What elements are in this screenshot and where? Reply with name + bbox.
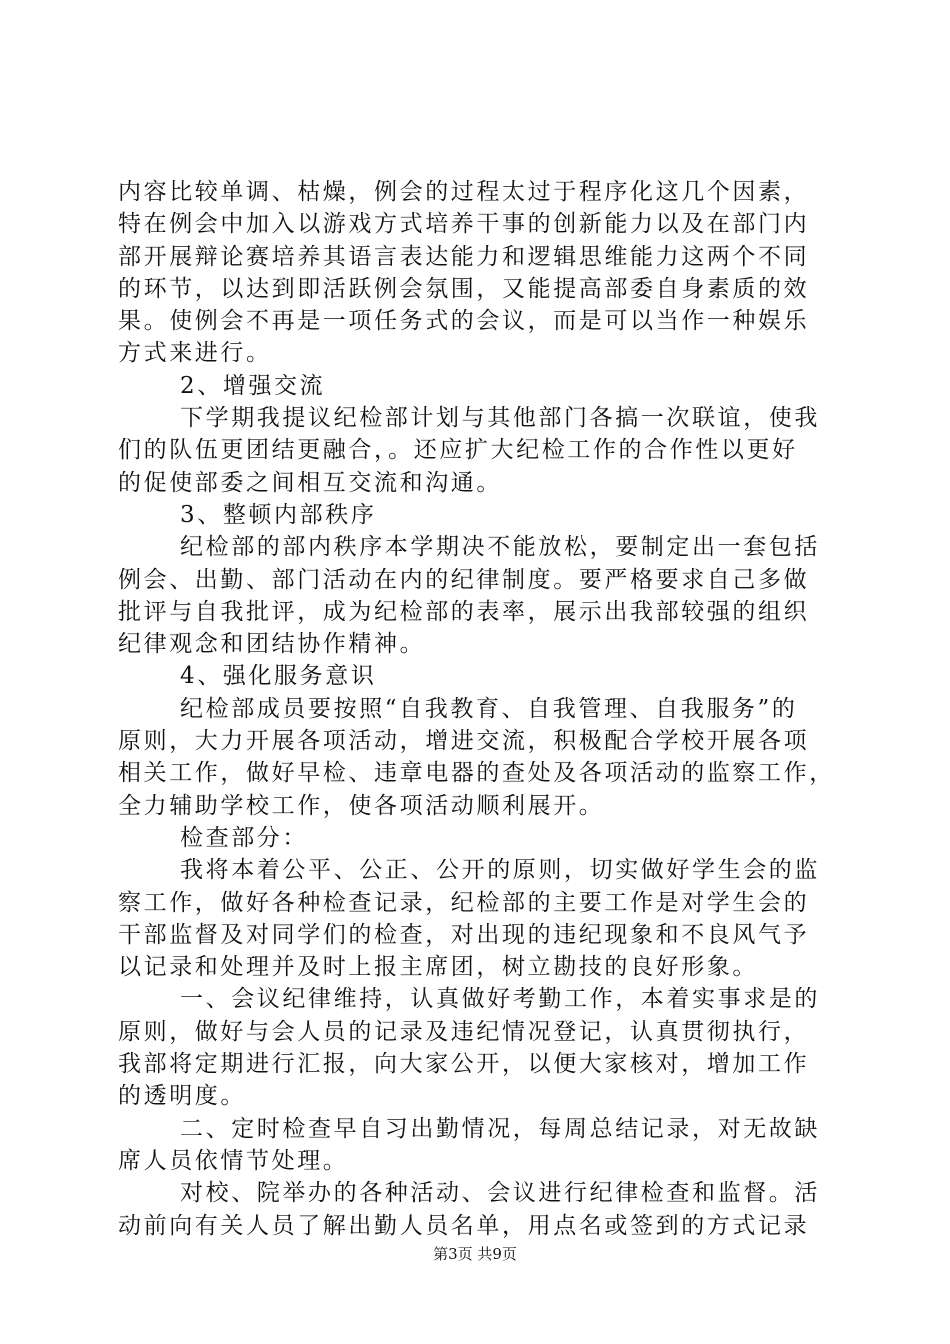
section-heading: 检查部分： — [180, 824, 308, 851]
text-line: 一、会议纪律维持，认真做好考勤工作，本着实事求是的 — [180, 986, 820, 1013]
text-line: 原则，大力开展各项活动，增进交流，积极配合学校开展各项 — [118, 728, 810, 755]
text-line: 下学期我提议纪检部计划与其他部门各搞一次联谊，使我 — [180, 405, 820, 432]
text-line: 相关工作，做好早检、违章电器的查处及各项活动的监察工作， — [118, 760, 835, 787]
text-line: 干部监督及对同学们的检查，对出现的违纪现象和不良风气予 — [118, 921, 810, 948]
text-line: 席人员依情节处理。 — [118, 1147, 349, 1174]
text-line: 内容比较单调、枯燥，例会的过程太过于程序化这几个因素， — [118, 179, 810, 205]
text-line: 我将本着公平、公正、公开的原则，切实做好学生会的监 — [180, 857, 820, 884]
text-line: 察工作，做好各种检查记录，纪检部的主要工作是对学生会的 — [118, 889, 810, 916]
document-body — [118, 176, 835, 1242]
text-line: 纪检部成员要按照“自我教育、自我管理、自我服务”的 — [180, 695, 798, 722]
text-line: 的促使部委之间相互交流和沟通。 — [118, 469, 502, 496]
text-line: 动前向有关人员了解出勤人员名单，用点名或签到的方式记录 — [118, 1212, 810, 1239]
text-line: 批评与自我批评，成为纪检部的表率，展示出我部较强的组织 — [118, 598, 810, 625]
text-line: 的环节，以达到即活跃例会氛围，又能提高部委自身素质的效 — [118, 275, 810, 302]
text-line: 方式来进行。 — [118, 340, 272, 367]
text-line: 纪律观念和团结协作精神。 — [118, 631, 426, 658]
text-line: 以记录和处理并及时上报主席团，树立勘技的良好形象。 — [118, 954, 758, 981]
text-line: 二、定时检查早自习出勤情况，每周总结记录，对无故缺 — [180, 1115, 820, 1142]
text-line: 们的队伍更团结更融合，。还应扩大纪检工作的合作性以更好 — [118, 437, 798, 464]
text-line: 果。使例会不再是一项任务式的会议，而是可以当作一种娱乐 — [118, 308, 810, 335]
text-line: 对校、院举办的各种活动、会议进行纪律检查和监督。活 — [180, 1180, 820, 1207]
text-line: 全力辅助学校工作，使各项活动顺利展开。 — [118, 792, 605, 819]
text-line: 原则，做好与会人员的记录及违纪情况登记，认真贯彻执行， — [118, 1018, 810, 1045]
text-line: 特在例会中加入以游戏方式培养干事的创新能力以及在部门内 — [118, 211, 810, 238]
text-line: 的透明度。 — [118, 1083, 246, 1110]
text-line: 例会、出勤、部门活动在内的纪律制度。要严格要求自己多做 — [118, 566, 810, 593]
section-heading: 3、整顿内部秩序 — [180, 501, 377, 528]
text-line: 纪检部的部内秩序本学期决不能放松，要制定出一套包括 — [180, 534, 820, 561]
page-footer: 第3页 共9页 — [433, 1245, 517, 1263]
section-heading: 2、增强交流 — [180, 372, 326, 399]
section-heading: 4、强化服务意识 — [180, 663, 377, 690]
text-line: 部开展辩论赛培养其语言表达能力和逻辑思维能力这两个不同 — [118, 243, 810, 270]
text-line: 我部将定期进行汇报，向大家公开，以便大家核对，增加工作 — [118, 1051, 810, 1078]
